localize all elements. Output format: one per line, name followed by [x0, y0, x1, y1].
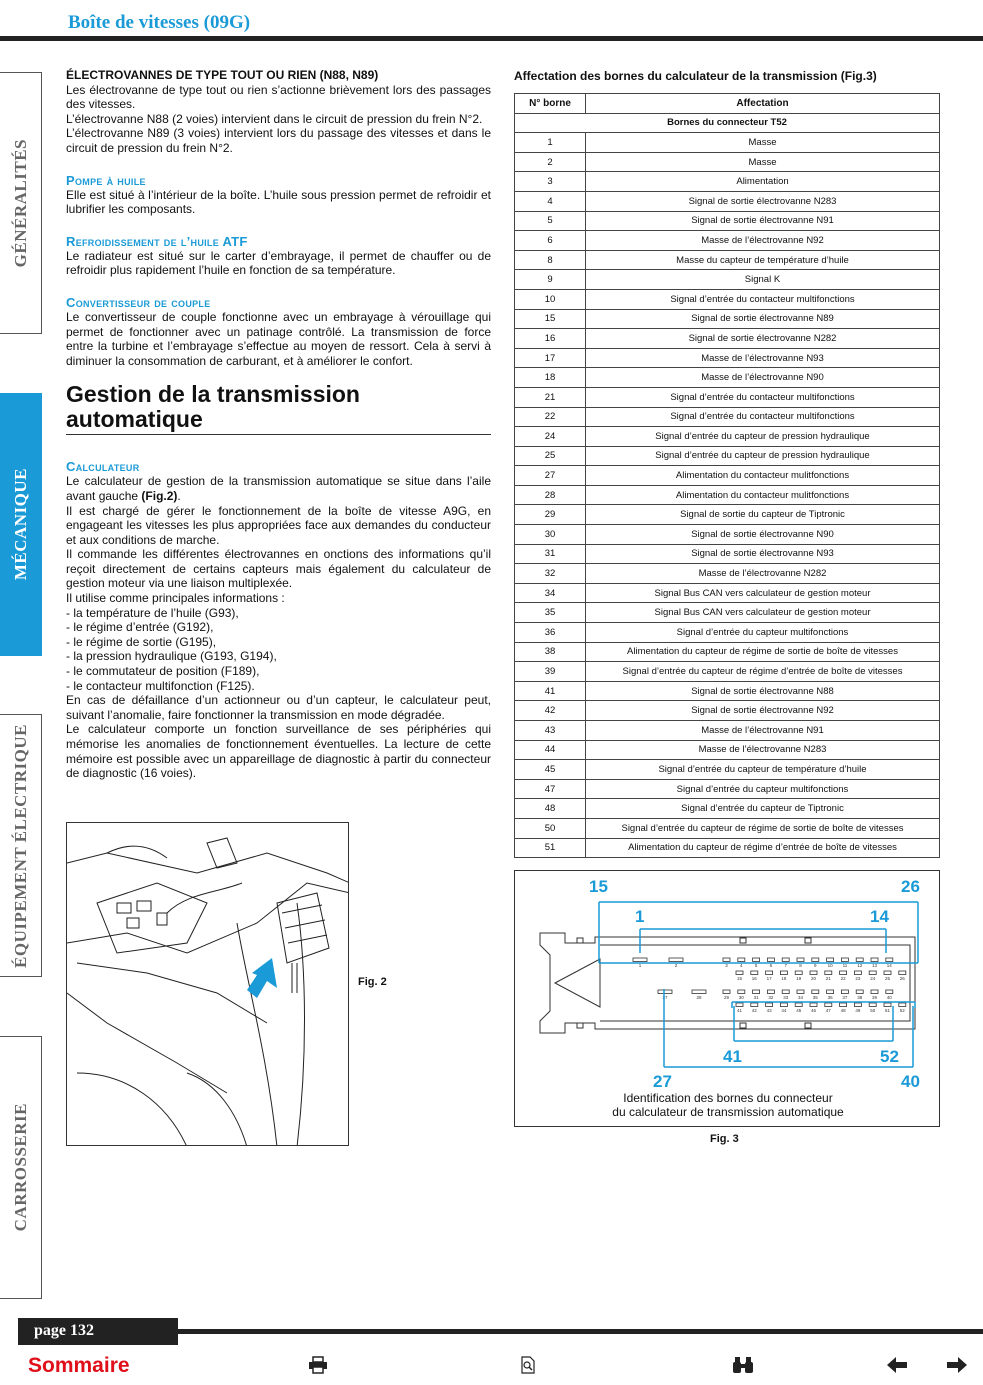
- tab-label: ÉQUIPEMENT ÉLECTRIQUE: [10, 723, 30, 968]
- pin-number-cell: 21: [515, 387, 586, 407]
- assignment-cell: Masse de l’électrovanne N282: [586, 564, 940, 584]
- pin-number: 3: [725, 963, 728, 968]
- connector-pin: [841, 958, 848, 962]
- connector-pin: [856, 990, 863, 994]
- table-row: [515, 701, 940, 721]
- pin-label-27: 27: [653, 1072, 672, 1091]
- connector-pin: [899, 971, 906, 975]
- connector-pin: [812, 990, 819, 994]
- connector-pin: [841, 990, 848, 994]
- assignment-cell: Signal de sortie électrovanne N283: [586, 191, 940, 211]
- connector-pin: [795, 1003, 802, 1007]
- pin-number: 18: [781, 976, 787, 981]
- assignment-cell: Signal de sortie électrovanne N93: [586, 544, 940, 564]
- pin-number-cell: 39: [515, 662, 586, 682]
- pin-number-cell: 4: [515, 191, 586, 211]
- assignment-cell: Signal Bus CAN vers calculateur de gestion moteur: [586, 603, 940, 623]
- pin-number: 11: [842, 963, 848, 968]
- assignment-cell: Signal d’entrée du capteur de température d’huile: [586, 760, 940, 780]
- caption-line: du calculateur de transmission automatique: [612, 1105, 844, 1119]
- connector-pin: [780, 971, 787, 975]
- assignment-cell: Signal Bus CAN vers calculateur de gestion moteur: [586, 583, 940, 603]
- pin-number: 31: [753, 995, 759, 1000]
- connector-pin: [766, 971, 773, 975]
- sommaire-link[interactable]: Sommaire: [28, 1354, 130, 1377]
- arrow-icon: [247, 958, 277, 998]
- section-heading: Pompe à huile: [66, 172, 146, 188]
- assignment-cell: Masse de l’électrovanne N283: [586, 740, 940, 760]
- table-row: [515, 172, 940, 192]
- table-row: [515, 525, 940, 545]
- assignment-cell: Signal de sortie électrovanne N90: [586, 525, 940, 545]
- pin-number: 17: [766, 976, 772, 981]
- pin-number-cell: 18: [515, 368, 586, 388]
- pin-label-1: 1: [635, 907, 645, 926]
- tab-mecanique[interactable]: [0, 393, 42, 656]
- table-row: [515, 505, 940, 525]
- table-row: [515, 446, 940, 466]
- assignment-cell: Signal de sortie électrovanne N89: [586, 309, 940, 329]
- assignment-cell: Signal d’entrée du capteur de pression hydraulique: [586, 446, 940, 466]
- assignment-cell: Signal d’entrée du contacteur multifonctions: [586, 387, 940, 407]
- paragraph: Le calculateur comporte un fonction surveillance de ses périphéries qui mémorise les anomalies de fonctionnement éventuelles. La lecture de cette mémoire est possible avec un appareillage de diagnostic à partir du connecteur de diagnostic (16 voies).: [66, 722, 491, 781]
- pin-number-cell: 10: [515, 289, 586, 309]
- table-row: [515, 466, 940, 486]
- pin-number: 44: [781, 1008, 787, 1013]
- pin-number: 52: [899, 1008, 905, 1013]
- connector-pin: [869, 1003, 876, 1007]
- table-row: [515, 681, 940, 701]
- pin-number-cell: 27: [515, 466, 586, 486]
- assignment-cell: Signal de sortie électrovanne N88: [586, 681, 940, 701]
- pin-number: 45: [796, 1008, 802, 1013]
- search-icon[interactable]: [520, 1356, 536, 1379]
- table-row: [515, 799, 940, 819]
- table-row: [515, 309, 940, 329]
- tab-label: CARROSSERIE: [10, 1103, 30, 1232]
- paragraph: L’électrovanne N88 (2 voies) intervient dans le circuit de pression du frein N°2.: [66, 111, 483, 126]
- connector-pin: [886, 958, 893, 962]
- table-row: [515, 231, 940, 251]
- connector-pin: [886, 990, 893, 994]
- connector-pin: [827, 990, 834, 994]
- assignment-cell: Signal d’entrée du capteur de Tiptronic: [586, 799, 940, 819]
- paragraph: Il est chargé de gérer le fonctionnement de la boîte de vitesse A9G, en engageant les vitesses les plus appropriées face aux demandes du conducteur et aux conditions de marche.: [66, 503, 491, 547]
- pin-number: 7: [784, 963, 787, 968]
- table-row: [515, 270, 940, 290]
- paragraph: Il utilise comme principales informations :: [66, 591, 285, 606]
- assignment-cell: Signal d’entrée du capteur multifonctions: [586, 623, 940, 643]
- column-header: Affectation: [586, 94, 940, 114]
- pin-number-cell: 45: [515, 760, 586, 780]
- list-item: - le régime de sortie (G195),: [66, 634, 217, 649]
- pin-number: 34: [797, 995, 804, 1000]
- connector-pin: [669, 958, 683, 962]
- pin-number: 13: [871, 963, 878, 968]
- connector-pin: [810, 971, 817, 975]
- table-row: [515, 642, 940, 662]
- connector-pin: [871, 958, 878, 962]
- pin-number: 32: [768, 995, 774, 1000]
- table-row: [515, 838, 940, 858]
- connector-pin: [692, 990, 706, 994]
- connector-pin: [738, 958, 745, 962]
- connector-pin: [751, 971, 758, 975]
- pin-number-cell: 47: [515, 779, 586, 799]
- assignment-cell: Signal K: [586, 270, 940, 290]
- pin-number: 38: [857, 995, 863, 1000]
- section-heading: ÉLECTROVANNES DE TYPE TOUT OU RIEN (N88, N89): [66, 68, 379, 82]
- assignment-cell: Signal d’entrée du capteur multifonctions: [586, 779, 940, 799]
- pin-number: 14: [886, 963, 892, 968]
- assignment-cell: Masse du capteur de température d’huile: [586, 250, 940, 270]
- pin-label-14: 14: [870, 907, 889, 926]
- pin-number: 50: [870, 1008, 876, 1013]
- table-row: [515, 740, 940, 760]
- assignment-cell: Signal de sortie électrovanne N92: [586, 701, 940, 721]
- pin-number: 10: [827, 963, 833, 968]
- pin-number: 42: [751, 1008, 757, 1013]
- table-row: [515, 427, 940, 447]
- pin-number: 12: [857, 963, 863, 968]
- connector-pin: [797, 958, 804, 962]
- connector-pin: [825, 971, 832, 975]
- pin-number-cell: 32: [515, 564, 586, 584]
- connector-pin: [723, 958, 730, 962]
- pin-number-cell: 50: [515, 818, 586, 838]
- paragraph: Les électrovanne de type tout ou rien s’actionne brièvement lors des passages des vitesses.: [66, 82, 491, 112]
- paragraph: [66, 474, 491, 503]
- assignment-cell: Masse de l’électrovanne N90: [586, 368, 940, 388]
- pin-number: 36: [827, 995, 833, 1000]
- pin-number: 46: [810, 1008, 817, 1013]
- pin-number-cell: 29: [515, 505, 586, 525]
- connector-pin: [812, 958, 819, 962]
- figure-caption: Fig. 2: [358, 976, 387, 988]
- table-row: [515, 133, 940, 153]
- figure-reference: (Fig.2): [141, 488, 178, 503]
- pin-number: 20: [810, 976, 817, 981]
- pin-number: 6: [769, 963, 773, 968]
- assignment-cell: Signal de sortie électrovanne N282: [586, 329, 940, 349]
- pin-number: 9: [814, 963, 817, 968]
- list-item: - la température de l’huile (G93),: [66, 605, 239, 620]
- pin-number-cell: 24: [515, 427, 586, 447]
- section-heading: Convertisseur de couple: [66, 294, 211, 310]
- pin-number: 41: [736, 1008, 743, 1013]
- connector-pin: [780, 1003, 787, 1007]
- pin-number-cell: 35: [515, 603, 586, 623]
- figure-caption: Fig. 3: [710, 1133, 739, 1145]
- assignment-cell: Signal d’entrée du contacteur multifonctions: [586, 289, 940, 309]
- pin-number: 51: [884, 1008, 891, 1013]
- pin-number-cell: 25: [515, 446, 586, 466]
- connector-pin: [854, 971, 861, 975]
- pin-number-cell: 8: [515, 250, 586, 270]
- assignment-cell: Alimentation du contacteur mulitfonctions: [586, 466, 940, 486]
- table-row: [515, 485, 940, 505]
- connector-pin: [767, 990, 774, 994]
- table-header-row: [515, 94, 940, 114]
- pin-number-cell: 38: [515, 642, 586, 662]
- connector-pin: [854, 1003, 861, 1007]
- table-title: Affectation des bornes du calculateur de la transmission (Fig.3): [514, 69, 877, 83]
- pin-assignment-table: [514, 93, 940, 858]
- assignment-cell: Alimentation du capteur de régime d’entrée de boîte de vitesses: [586, 838, 940, 858]
- connector-pin: [782, 990, 789, 994]
- assignment-cell: Masse: [586, 152, 940, 172]
- list-item: - le commutateur de position (F189),: [66, 664, 260, 679]
- table-row: [515, 623, 940, 643]
- assignment-cell: Signal d’entrée du capteur de pression hydraulique: [586, 427, 940, 447]
- figure-description: [515, 1091, 940, 1119]
- binoculars-icon[interactable]: [731, 1356, 755, 1379]
- table-row: [515, 211, 940, 231]
- table-row: [515, 368, 940, 388]
- assignment-cell: Signal de sortie du capteur de Tiptronic: [586, 505, 940, 525]
- connector-pin: [753, 990, 760, 994]
- assignment-cell: Alimentation: [586, 172, 940, 192]
- assignment-cell: Signal d’entrée du capteur de régime de sortie de boîte de vitesses: [586, 818, 940, 838]
- connector-pin: [899, 1003, 906, 1007]
- figure-3-connector: [514, 870, 940, 1127]
- pin-number-cell: 22: [515, 407, 586, 427]
- connector-pin: [840, 1003, 847, 1007]
- table-row: [515, 721, 940, 741]
- pin-number-cell: 51: [515, 838, 586, 858]
- highlight-lines: [599, 902, 918, 1067]
- assignment-cell: Alimentation du contacteur mulitfonctions: [586, 485, 940, 505]
- pin-number-cell: 48: [515, 799, 586, 819]
- chapter-title: Gestion de la transmission automatique: [66, 382, 491, 435]
- table-row: [515, 152, 940, 172]
- pin-number-cell: 15: [515, 309, 586, 329]
- pin-number: 47: [825, 1008, 831, 1013]
- pin-number: 22: [840, 976, 846, 981]
- pin-number-cell: 2: [515, 152, 586, 172]
- table-row: [515, 289, 940, 309]
- pin-label-26: 26: [901, 877, 920, 896]
- pin-number-cell: 36: [515, 623, 586, 643]
- arrow-right-icon[interactable]: [946, 1356, 968, 1379]
- connector-pin: [751, 1003, 758, 1007]
- pin-number-cell: 17: [515, 348, 586, 368]
- paragraph: En cas de défaillance d’un actionneur ou d’un capteur, le calculateur peut, suivant l’anomalie, faire fonctionner la transmission en mode dégradée.: [66, 693, 491, 722]
- tab-carrosserie[interactable]: [0, 1036, 42, 1299]
- pin-number-cell: 34: [515, 583, 586, 603]
- connector-pin: [795, 971, 802, 975]
- pin-number-cell: 9: [515, 270, 586, 290]
- table-row: [515, 329, 940, 349]
- table-row: [515, 818, 940, 838]
- paragraph: Le radiateur est situé sur le carter d’embrayage, il permet de chauffer ou de refroidir plus rapidement l’huile en fonction de sa température.: [66, 248, 491, 278]
- pin-number-cell: 1: [515, 133, 586, 153]
- connector-pin: [871, 990, 878, 994]
- assignment-cell: Masse: [586, 133, 940, 153]
- pin-number: 2: [674, 963, 678, 968]
- footer-rule: [178, 1329, 983, 1334]
- pin-number: 26: [899, 976, 905, 981]
- table-row: [515, 564, 940, 584]
- assignment-cell: Masse de l’électrovanne N91: [586, 721, 940, 741]
- connector-pin: [738, 990, 745, 994]
- section-heading: Calculateur: [66, 459, 140, 475]
- connector-pin: [658, 990, 672, 994]
- pin-number-cell: 28: [515, 485, 586, 505]
- left-column: [66, 68, 491, 781]
- connector-pin: [825, 1003, 832, 1007]
- connector-diagram: [515, 871, 940, 1091]
- pin-number: 28: [696, 995, 702, 1000]
- pin-number: 5: [754, 963, 758, 968]
- table-row: [515, 779, 940, 799]
- pin-number-cell: 31: [515, 544, 586, 564]
- connector-pin: [767, 958, 774, 962]
- list-item: - la pression hydraulique (G193, G194),: [66, 649, 277, 664]
- pin-number-cell: 41: [515, 681, 586, 701]
- paragraph: Le convertisseur de couple fonctionne avec un embrayage à vérouillage qui permet de fonctionner avec un patinage contrôlé. La transmission de force entre la turbine et l’embrayage s’effectue au moyen de ressort. Cela à servi à diminuer la consommation de carburant, et à améliorer le confort.: [66, 309, 491, 368]
- connector-pin: [797, 990, 804, 994]
- pin-number: 49: [855, 1008, 861, 1013]
- table-row: [515, 387, 940, 407]
- paragraph: Elle est situé à l’intérieur de la boîte. L’huile sous pression permet de refroidir et lubrifier les composants.: [66, 187, 491, 217]
- pin-number-cell: 43: [515, 721, 586, 741]
- arrow-left-icon[interactable]: [886, 1356, 908, 1379]
- connector-pin: [884, 1003, 891, 1007]
- pin-label-41: 41: [723, 1047, 742, 1066]
- figure-2-illustration: [66, 822, 349, 1146]
- text: Le calculateur de gestion de la transmission automatique se situe dans l’aile avant gauche: [66, 474, 491, 503]
- pin-number: 48: [840, 1008, 846, 1013]
- pin-number: 23: [855, 976, 861, 981]
- pin-number: 1: [638, 963, 642, 968]
- assignment-cell: Signal d’entrée du contacteur multifonctions: [586, 407, 940, 427]
- connector-pin: [633, 958, 647, 962]
- list-item: - le contacteur multifonction (F125).: [66, 678, 255, 693]
- connector-pin: [884, 971, 891, 975]
- connector-pin: [753, 958, 760, 962]
- print-icon[interactable]: [308, 1356, 328, 1379]
- pin-number: 43: [766, 1008, 772, 1013]
- text: .: [177, 488, 181, 503]
- pin-number: 27: [662, 995, 668, 1000]
- connector-pin: [723, 990, 730, 994]
- pin-label-40: 40: [901, 1072, 920, 1091]
- table-row: [515, 348, 940, 368]
- assignment-cell: Signal de sortie électrovanne N91: [586, 211, 940, 231]
- pin-number-cell: 42: [515, 701, 586, 721]
- connector-pin: [736, 971, 743, 975]
- table-row: [515, 760, 940, 780]
- pin-number: 16: [751, 976, 757, 981]
- connector-pin: [869, 971, 876, 975]
- assignment-cell: Signal d’entrée du capteur de régime d’entrée de boîte de vitesses: [586, 662, 940, 682]
- assignment-cell: Masse de l’électrovanne N92: [586, 231, 940, 251]
- pin-number: 8: [799, 963, 802, 968]
- table-row: [515, 191, 940, 211]
- pin-number-cell: 3: [515, 172, 586, 192]
- pin-label-52: 52: [880, 1047, 899, 1066]
- pin-number: 33: [783, 995, 789, 1000]
- pin-number: 39: [871, 995, 878, 1000]
- pin-number: 4: [740, 963, 743, 968]
- pin-number: 24: [870, 976, 876, 981]
- pin-number: 25: [884, 976, 891, 981]
- table-subheader-row: [515, 113, 940, 133]
- pin-number: 19: [796, 976, 802, 981]
- paragraph: Il commande les différentes électrovannes en onctions des informations qu’il reçoit directement de certains capteurs mais également du calculateur de gestion moteur via une liaison multiplexée.: [66, 547, 491, 591]
- paragraph: L’électrovanne N89 (3 voies) intervient lors du passage des vitesses et dans le circuit de pression du frein N°2.: [66, 126, 491, 155]
- connector-pin: [827, 958, 834, 962]
- list-item: - le régime d’entrée (G192),: [66, 620, 214, 635]
- pin-number: 30: [738, 995, 744, 1000]
- column-header: N° borne: [515, 94, 586, 114]
- pin-number: 37: [842, 995, 848, 1000]
- header-rule: [0, 36, 983, 41]
- page-number: page 132: [18, 1318, 178, 1345]
- pin-number-cell: 16: [515, 329, 586, 349]
- pin-number-cell: 30: [515, 525, 586, 545]
- tab-label: MÉCANIQUE: [10, 468, 30, 581]
- pin-number: 29: [723, 995, 730, 1000]
- engine-bay-drawing: [67, 823, 349, 1146]
- pin-number: 35: [812, 995, 818, 1000]
- pin-number-cell: 44: [515, 740, 586, 760]
- connector-pin: [782, 958, 789, 962]
- tab-label: GÉNÉRALITÉS: [10, 138, 30, 268]
- tab-generalites[interactable]: [0, 72, 42, 334]
- table-row: [515, 544, 940, 564]
- pin-number: 15: [736, 976, 743, 981]
- assignment-cell: Masse de l’électrovanne N93: [586, 348, 940, 368]
- assignment-cell: Alimentation du capteur de régime de sortie de boîte de vitesses: [586, 642, 940, 662]
- table-row: [515, 250, 940, 270]
- tab-equipement-electrique[interactable]: [0, 714, 42, 977]
- connector-subheader: Bornes du connecteur T52: [515, 113, 940, 133]
- connector-pin: [810, 1003, 817, 1007]
- pin-number: 40: [886, 995, 892, 1000]
- table-row: [515, 583, 940, 603]
- table-row: [515, 662, 940, 682]
- pin-number: 21: [825, 976, 831, 981]
- table-row: [515, 603, 940, 623]
- connector-pin: [856, 958, 863, 962]
- connector-pin: [766, 1003, 773, 1007]
- connector-pin: [840, 971, 847, 975]
- page-title: Boîte de vitesses (09G): [68, 12, 251, 33]
- pin-number-cell: 6: [515, 231, 586, 251]
- connector-pin: [736, 1003, 743, 1007]
- pin-label-15: 15: [589, 877, 608, 896]
- section-heading: Refroidissement de l’huile ATF: [66, 233, 248, 249]
- table-row: [515, 407, 940, 427]
- caption-line: Identification des bornes du connecteur: [623, 1091, 833, 1105]
- pin-number-cell: 5: [515, 211, 586, 231]
